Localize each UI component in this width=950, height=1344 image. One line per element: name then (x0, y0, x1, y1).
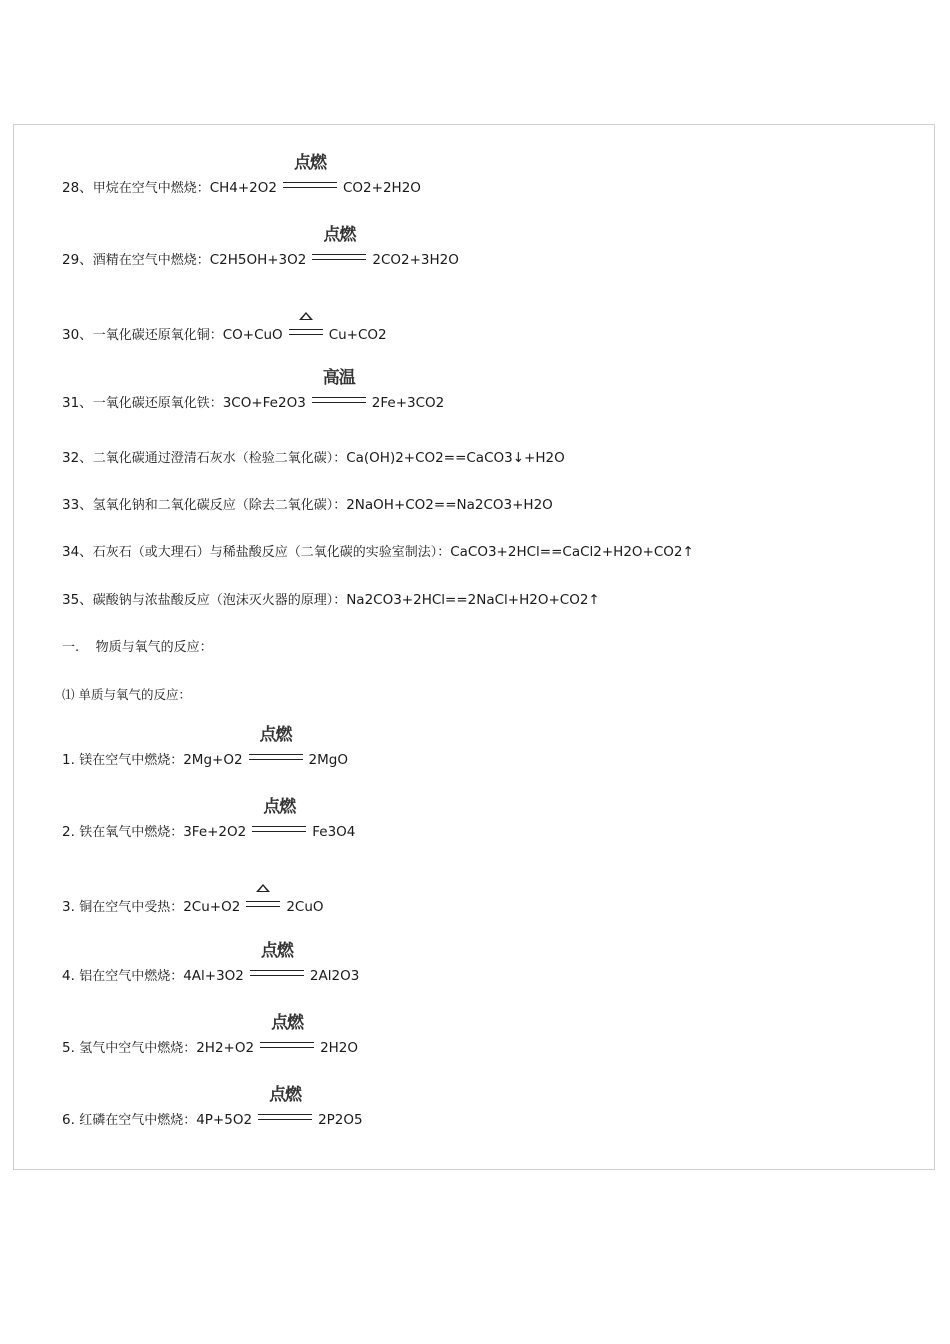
equation-description: 碳酸钠与浓盐酸反应（泡沫灭火器的原理）： (92, 593, 347, 608)
equation-number: 29、 (62, 252, 93, 268)
equation: CaCO3+2HCl==CaCl2+H2O+CO2↑ (450, 544, 694, 560)
reactants: 2Cu+O2 (183, 899, 241, 915)
equals-bar (260, 1042, 314, 1048)
reaction-condition (250, 941, 304, 985)
equation-30 (62, 326, 387, 345)
equation-31 (62, 368, 445, 413)
equation-28 (62, 153, 421, 198)
reaction-condition (252, 797, 306, 841)
item-number: 4. (62, 968, 75, 984)
item-1 (62, 725, 348, 770)
equals-bar (289, 329, 323, 335)
products: 2H2O (320, 1040, 359, 1056)
equals-bar (250, 970, 304, 976)
section-title: 一. 物质与氧气的反应： (62, 640, 213, 655)
equation-number: 30、 (62, 327, 93, 343)
products: 2Fe+3CO2 (371, 395, 445, 411)
item-description: 红磷在空气中燃烧： (79, 1113, 197, 1128)
item-number: 2. (62, 824, 75, 840)
equals-bar (312, 254, 366, 260)
equation-description: 氢氧化钠和二氧化碳反应（除去二氧化碳）： (92, 498, 347, 513)
equals-bar (312, 397, 366, 403)
item-2 (62, 797, 356, 842)
equation-29 (62, 225, 459, 270)
equation-32 (62, 449, 565, 468)
reaction-condition (260, 1013, 314, 1057)
equation-description: 酒精在空气中燃烧： (92, 253, 210, 268)
products: 2MgO (308, 752, 348, 768)
equals-bar (249, 754, 303, 760)
equation-34 (62, 543, 694, 562)
heat-triangle-icon (256, 884, 270, 892)
products: Cu+CO2 (328, 327, 387, 343)
equation-description: 石灰石（或大理石）与稀盐酸反应（二氧化碳的实验室制法）： (92, 545, 451, 560)
equals-bar (246, 901, 280, 907)
reaction-condition (283, 153, 337, 197)
reaction-condition (246, 898, 280, 916)
item-4 (62, 941, 360, 986)
equation-35 (62, 591, 600, 610)
products: Fe3O4 (312, 824, 356, 840)
reaction-condition (312, 225, 366, 269)
products: 2CO2+3H2O (372, 252, 459, 268)
reactants: 3Fe+2O2 (183, 824, 247, 840)
reactants: CO+CuO (222, 327, 283, 343)
products: CO2+2H2O (343, 180, 421, 196)
equation-number: 34、 (62, 544, 93, 560)
equation: Na2CO3+2HCl==2NaCl+H2O+CO2↑ (346, 592, 600, 608)
item-description: 氢气中空气中燃烧： (79, 1041, 197, 1056)
equation-description: 一氧化碳还原氧化铜： (92, 328, 223, 343)
subsection-title: ⑴ 单质与氧气的反应： (62, 687, 191, 702)
products: 2P2O5 (318, 1112, 363, 1128)
item-description: 铝在空气中燃烧： (79, 969, 184, 984)
equation: Ca(OH)2+CO2==CaCO3↓+H2O (346, 450, 565, 466)
equals-bar (258, 1114, 312, 1120)
item-3 (62, 898, 324, 917)
reactants: 2Mg+O2 (183, 752, 243, 768)
equation-description: 二氧化碳通过澄清石灰水（检验二氧化碳）： (92, 451, 347, 466)
reactants: C2H5OH+3O2 (209, 252, 307, 268)
reaction-condition (258, 1085, 312, 1129)
equation-number: 28、 (62, 180, 93, 196)
condition-label: 点燃 (263, 797, 296, 817)
products: 2Al2O3 (309, 968, 360, 984)
item-number: 3. (62, 899, 75, 915)
reaction-condition (249, 725, 303, 769)
condition-label: 点燃 (259, 725, 292, 745)
equation-number: 32、 (62, 450, 93, 466)
equation: 2NaOH+CO2==Na2CO3+H2O (346, 497, 553, 513)
reactants: 2H2+O2 (196, 1040, 255, 1056)
item-number: 1. (62, 752, 75, 768)
heat-triangle-icon (299, 312, 313, 320)
equation-number: 31、 (62, 395, 93, 411)
equation-33 (62, 496, 553, 515)
condition-label: 点燃 (271, 1013, 304, 1033)
reactants: CH4+2O2 (209, 180, 277, 196)
item-5 (62, 1013, 359, 1058)
products: 2CuO (286, 899, 324, 915)
reactants: 4Al+3O2 (183, 968, 244, 984)
equation-description: 一氧化碳还原氧化铁： (92, 396, 223, 411)
reaction-condition (289, 326, 323, 344)
condition-label: 点燃 (294, 153, 326, 173)
condition-label: 高温 (322, 368, 355, 388)
equals-bar (283, 182, 337, 188)
equation-description: 甲烷在空气中燃烧： (92, 181, 210, 196)
equation-number: 33、 (62, 497, 93, 513)
reactants: 4P+5O2 (196, 1112, 253, 1128)
item-description: 铁在氧气中燃烧： (79, 825, 184, 840)
item-number: 5. (62, 1040, 75, 1056)
condition-label: 点燃 (260, 941, 293, 961)
item-description: 镁在空气中燃烧： (79, 753, 184, 768)
equation-number: 35、 (62, 592, 93, 608)
item-description: 铜在空气中受热： (79, 900, 184, 915)
condition-label: 点燃 (323, 225, 356, 245)
reactants: 3CO+Fe2O3 (222, 395, 306, 411)
equals-bar (252, 826, 306, 832)
item-number: 6. (62, 1112, 75, 1128)
item-6 (62, 1085, 363, 1130)
reaction-condition (312, 368, 366, 412)
condition-label: 点燃 (269, 1085, 302, 1105)
